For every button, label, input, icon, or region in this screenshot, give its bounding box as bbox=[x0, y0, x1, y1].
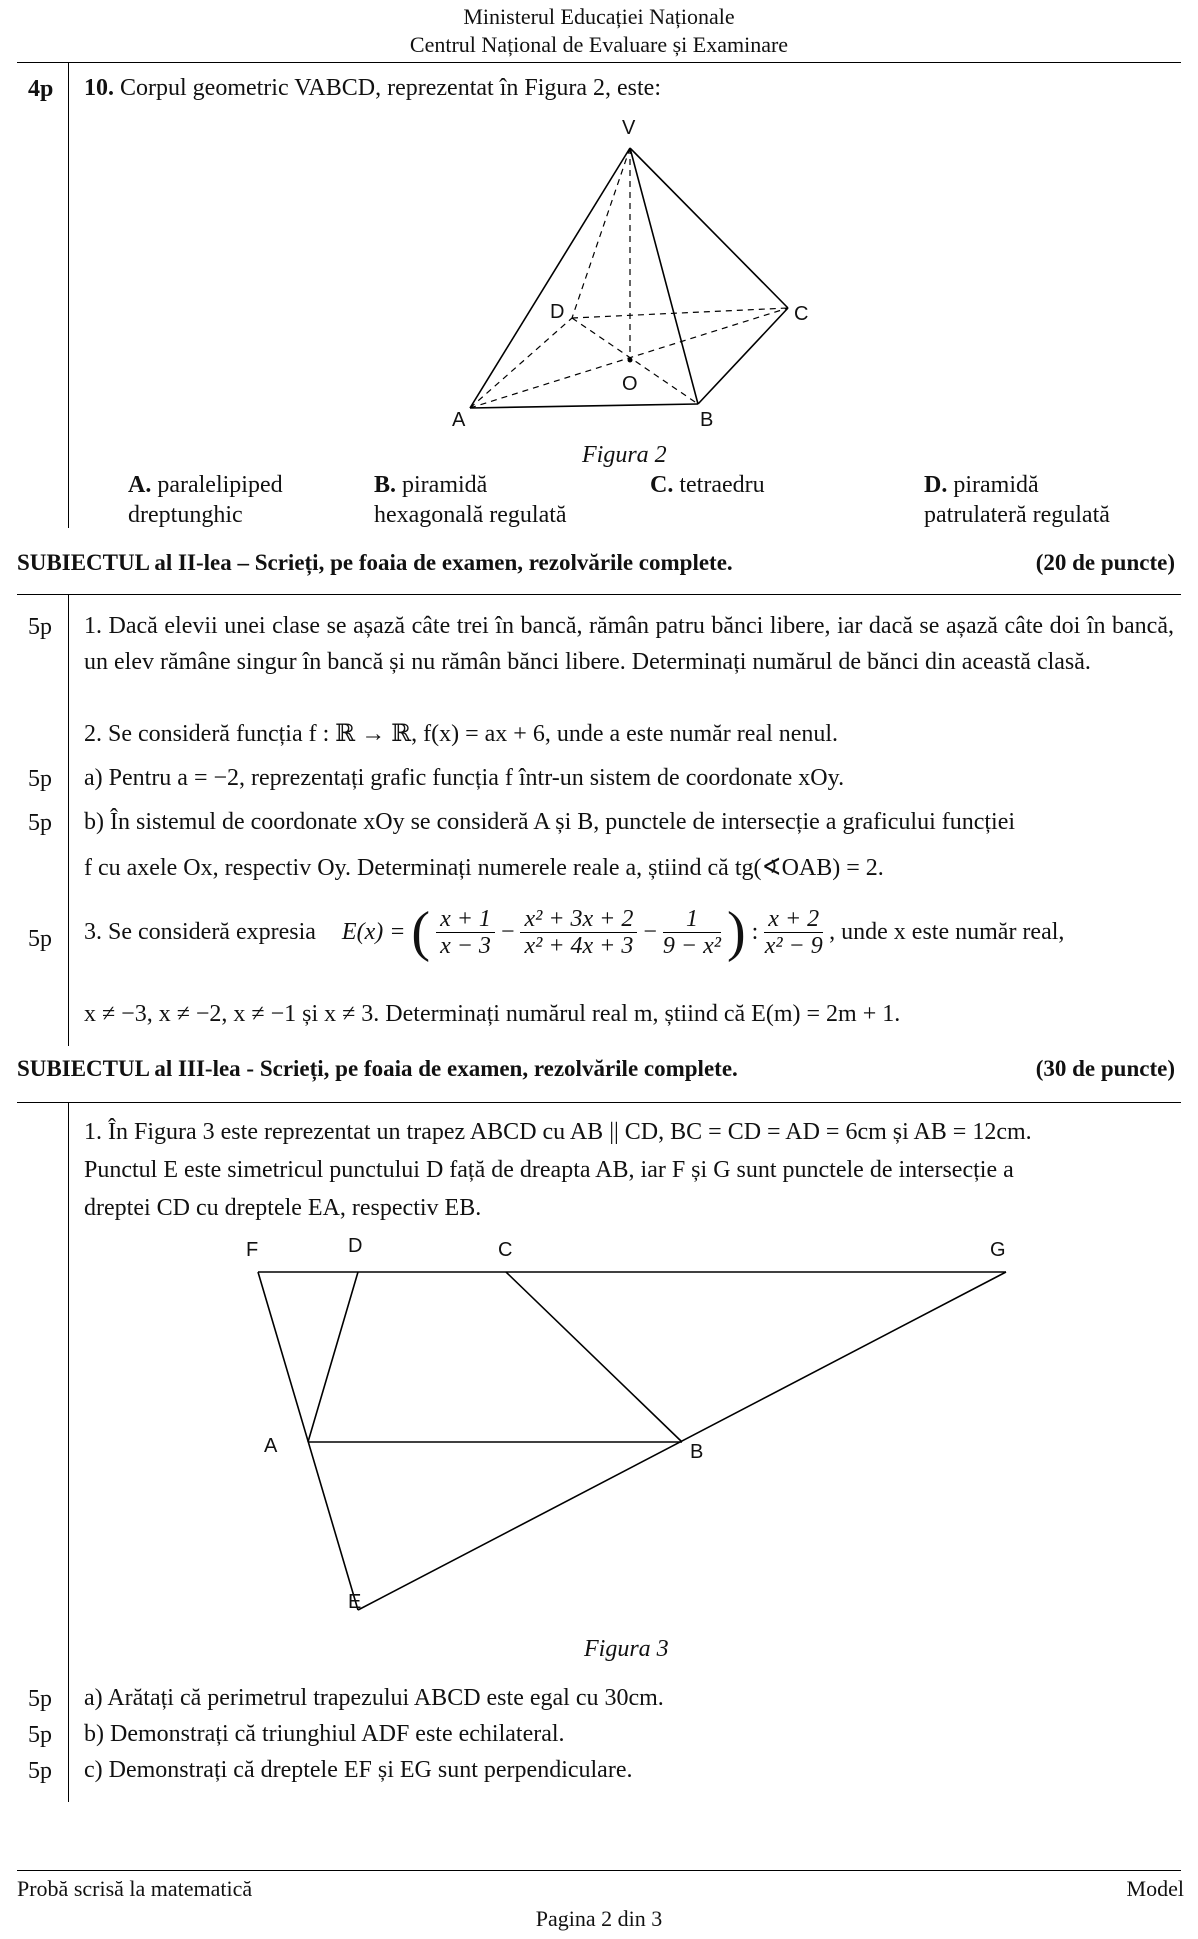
footer-left: Probă scrisă la matematică bbox=[17, 1876, 253, 1901]
subject-2-points: (20 de puncte) bbox=[1035, 550, 1175, 575]
s3-p1a-text: a) Arătați că perimetrul trapezului ABCD este egal cu 30cm. bbox=[84, 1685, 664, 1711]
subject-2-rule bbox=[17, 594, 1181, 595]
s2-p3-minus1: − bbox=[500, 918, 515, 945]
s2-p2b-points: 5p bbox=[28, 810, 52, 836]
footer-page: Pagina 2 din 3 bbox=[535, 1906, 663, 1931]
points-column-line-bottom bbox=[68, 1102, 69, 1802]
s2-p3-expression bbox=[84, 900, 1174, 980]
edge-vc bbox=[630, 148, 788, 308]
segment-da bbox=[308, 1272, 358, 1442]
edge-ab bbox=[470, 404, 698, 408]
option-d-letter: D. bbox=[924, 472, 948, 498]
s3-p1b-points: 5p bbox=[28, 1722, 52, 1748]
subject-3-rule bbox=[17, 1102, 1181, 1103]
label-g: G bbox=[990, 1239, 1006, 1261]
figure-3-caption: Figura 3 bbox=[584, 1636, 669, 1662]
s2-p3-points: 5p bbox=[28, 926, 52, 952]
s2-p3-line2: x ≠ −3, x ≠ −2, x ≠ −1 și x ≠ 3. Determinați numărul real m, știind că E(m) = 2m + 1. bbox=[84, 1001, 901, 1027]
label-d3: D bbox=[348, 1235, 363, 1257]
option-d-line1: piramidă bbox=[953, 472, 1039, 498]
edge-vd-hidden bbox=[572, 148, 630, 318]
option-a-line1: paralelipiped bbox=[157, 472, 283, 498]
option-c bbox=[650, 470, 765, 500]
footer-rule bbox=[17, 1870, 1181, 1871]
s2-p3-lead: 3. Se consideră expresia bbox=[84, 918, 316, 945]
s2-p3-frac3: $\frac{1}{\text{9 − x²}}$ bbox=[662, 905, 721, 959]
header-ministry: Ministerul Educației Naționale bbox=[463, 4, 735, 29]
s2-p2a-text: a) Pentru a = −2, reprezentați grafic funcția f într-un sistem de coordonate xOy. bbox=[84, 765, 845, 791]
s2-p3-frac2: $\frac{\text{x² + 3x + 2}}{\text{x² + 4x + 3}}$ bbox=[520, 906, 637, 959]
option-c-line1: tetraedru bbox=[679, 472, 765, 498]
s2-p2a-points: 5p bbox=[28, 766, 52, 792]
s3-p1-text2: Punctul E este simetricul punctului D față de dreapta AB, iar F și G sunt punctele de intersecție a bbox=[84, 1157, 1014, 1183]
s2-p3-minus2: − bbox=[643, 918, 657, 945]
option-d bbox=[924, 470, 1110, 530]
option-b-line2: hexagonală regulată bbox=[374, 502, 567, 528]
figure-2-caption: Figura 2 bbox=[582, 442, 667, 468]
option-b bbox=[374, 470, 567, 530]
s3-p1c-text: c) Demonstrați că dreptele EF și EG sunt perpendiculare. bbox=[84, 1757, 633, 1783]
s3-p1a-points: 5p bbox=[28, 1686, 52, 1712]
subject-3-title: SUBIECTUL al III-lea - Scrieți, pe foaia de examen, rezolvările complete. bbox=[17, 1056, 738, 1081]
label-f: F bbox=[246, 1239, 259, 1261]
s2-p2b-text2: f cu axele Ox, respectiv Oy. Determinați numerele reale a, știind că tg(∢OAB) = 2. bbox=[84, 855, 884, 881]
label-v: V bbox=[622, 117, 636, 139]
s2-p3-paren-close: ) bbox=[726, 901, 746, 963]
edge-dc-hidden bbox=[572, 308, 788, 318]
footer-right: Model bbox=[1126, 1876, 1184, 1901]
label-c3: C bbox=[498, 1239, 513, 1261]
label-d: D bbox=[550, 301, 565, 323]
subject-3-heading bbox=[17, 1056, 1181, 1082]
option-c-letter: C. bbox=[650, 472, 674, 498]
points-column-line-mid bbox=[68, 594, 69, 1046]
s2-p3-tail: , unde x este număr real, bbox=[829, 918, 1065, 945]
subject-2-heading bbox=[17, 550, 1181, 576]
label-a3: A bbox=[264, 1435, 278, 1457]
s2-p2-intro: 2. Se consideră funcția f : ℝ → ℝ, f(x) = ax + 6, unde a este număr real nenul. bbox=[84, 721, 839, 747]
label-o: O bbox=[622, 373, 638, 395]
top-rule bbox=[17, 62, 1181, 63]
edge-va bbox=[470, 148, 630, 408]
figure-2-pyramid bbox=[440, 112, 830, 442]
s3-p1-text3: dreptei CD cu dreptele EA, respectiv EB. bbox=[84, 1195, 482, 1221]
label-c: C bbox=[794, 303, 809, 325]
s2-p3-frac4: $\frac{x + 2}{\text{x² − 9}}$ bbox=[764, 905, 823, 959]
subject-3-points: (30 de puncte) bbox=[1035, 1056, 1175, 1081]
header-center: Centrul Național de Evaluare și Examinare bbox=[409, 32, 789, 57]
q10-statement: Corpul geometric VABCD, reprezentat în Figura 2, este: bbox=[120, 75, 661, 101]
label-e: E bbox=[348, 1591, 362, 1613]
s3-p1-text1: 1. În Figura 3 este reprezentat un trapez ABCD cu AB || CD, BC = CD = AD = 6cm și AB = 12cm. bbox=[84, 1119, 1032, 1145]
option-a bbox=[128, 470, 283, 530]
label-b: B bbox=[700, 409, 714, 431]
s3-p1c-points: 5p bbox=[28, 1758, 52, 1784]
subject-2-title: SUBIECTUL al II-lea – Scrieți, pe foaia de examen, rezolvările complete. bbox=[17, 550, 733, 575]
points-column-line-top bbox=[68, 62, 69, 528]
q10-text bbox=[84, 70, 1174, 106]
s2-p3-colon: : bbox=[751, 918, 759, 945]
option-b-line1: piramidă bbox=[402, 472, 488, 498]
s3-p1b-text: b) Demonstrați că triunghiul ADF este echilateral. bbox=[84, 1721, 565, 1747]
point-o bbox=[628, 358, 633, 363]
s2-p3-frac1: $\frac{x + 1}{x - 3}$ bbox=[436, 906, 495, 959]
s2-p1-points: 5p bbox=[28, 614, 52, 640]
option-a-letter: A. bbox=[128, 472, 152, 498]
s2-p3-lhs: E(x) = bbox=[341, 918, 406, 945]
segment-cb bbox=[506, 1272, 682, 1442]
s2-p2b-text1: b) În sistemul de coordonate xOy se consideră A și B, punctele de intersecție a graficului funcției bbox=[84, 809, 1016, 835]
option-b-letter: B. bbox=[374, 472, 397, 498]
s2-p1-text: 1. Dacă elevii unei clase se așază câte trei în bancă, rămân patru bănci libere, iar dacă se așază câte doi în bancă, un elev rămâne singur în bancă și nu rămân bănci libere. Determinați numărul de bănci din această clasă. bbox=[84, 613, 1174, 675]
q10-points: 4p bbox=[28, 76, 54, 102]
s2-p3-paren-open: ( bbox=[411, 901, 431, 963]
label-a: A bbox=[452, 409, 466, 431]
edge-ad-hidden bbox=[470, 318, 572, 408]
figure-3-trapezoid bbox=[220, 1230, 1020, 1630]
option-a-line2: dreptunghic bbox=[128, 502, 243, 528]
edge-vb bbox=[630, 148, 698, 404]
q10-number: 10. bbox=[84, 75, 114, 101]
option-d-line2: patrulateră regulată bbox=[924, 502, 1110, 528]
label-b3: B bbox=[690, 1441, 704, 1463]
